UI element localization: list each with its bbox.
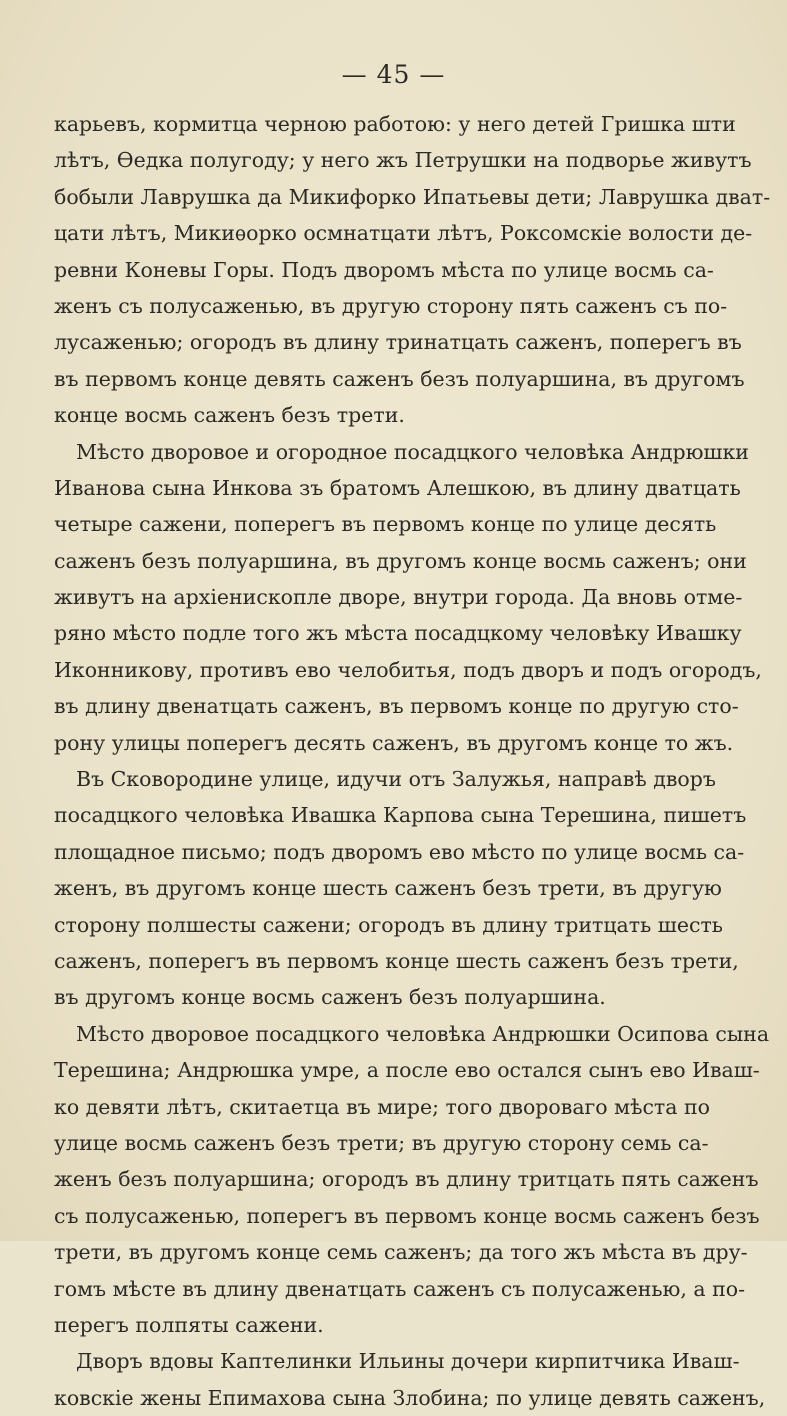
text-line: ковскіе жены Епимахова сына Злобина; по улице девять саженъ, — [54, 1385, 766, 1410]
text-line: саженъ безъ полуаршина, въ другомъ конце восмь саженъ; они — [54, 548, 747, 573]
text-line: лѣтъ, Ѳедка полугоду; у него жъ Петрушки на подворье живутъ — [54, 148, 752, 173]
text-line: гомъ мѣсте въ длину двенатцать саженъ съ полусаженью, а по- — [54, 1276, 746, 1301]
text-line: цати лѣтъ, Микиѳорко осмнатцати лѣтъ, Роксомскіе волости де- — [54, 221, 753, 246]
text-line: площадное письмо; подъ дворомъ ево мѣсто по улице восмь са- — [54, 839, 745, 864]
text-line: посадцкого человѣка Ивашка Карпова сына Терешина, пишетъ — [54, 803, 747, 828]
text-line: женъ безъ полуаршина; огородъ въ длину тритцать пять саженъ — [54, 1167, 759, 1192]
text-line: въ первомъ конце девять саженъ безъ полуаршина, въ другомъ — [54, 366, 745, 391]
text-line: четыре сажени, поперегъ въ первомъ конце по улице десять — [54, 512, 717, 537]
text-line: ко девяти лѣтъ, скитаетца въ мире; того двороваго мѣста по — [54, 1094, 711, 1119]
text-line: конце восмь саженъ безъ трети. — [54, 403, 405, 428]
text-line: ревни Коневы Горы. Подъ дворомъ мѣста по улице восмь са- — [54, 257, 714, 282]
text-line: Въ Сковородине улице, идучи отъ Залужья, направѣ дворъ — [76, 767, 716, 792]
text-line: улице восмь саженъ безъ трети; въ другую сторону семь са- — [54, 1130, 709, 1155]
text-line: трети, въ другомъ конце семь саженъ; да того жъ мѣста въ дру- — [54, 1240, 748, 1265]
text-line: лусаженью; огородъ въ длину тринатцать саженъ, поперегъ въ — [54, 330, 742, 355]
text-line: женъ, въ другомъ конце шесть саженъ безъ трети, въ другую — [54, 876, 722, 901]
text-line: карьевъ, кормитца черною работою: у него детей Гришка шти — [54, 112, 736, 136]
text-line: бобыли Лаврушка да Микифорко Ипатьевы дети; Лаврушка дват- — [54, 184, 771, 209]
text-line: перегъ полпяты сажени. — [54, 1312, 324, 1337]
text-line: въ длину двенатцать саженъ, въ первомъ конце по другую сто- — [54, 694, 739, 719]
text-line: саженъ, поперегъ въ первомъ конце шесть саженъ безъ трети, — [54, 948, 739, 973]
body-text — [54, 106, 771, 1416]
text-line: Мѣсто дворовое посадцкого человѣка Андрюшки Осипова сына — [76, 1021, 770, 1046]
page-number: — 45 — — [341, 60, 446, 89]
text-line: рону улицы поперегъ десять саженъ, въ другомъ конце то жъ. — [54, 730, 734, 755]
text-line: Терешина; Андрюшка умре, а после ево остался сынъ ево Иваш- — [54, 1058, 760, 1083]
text-line: съ полусаженью, поперегъ въ первомъ конце восмь саженъ безъ — [54, 1203, 760, 1228]
text-line: сторону полшесты сажени; огородъ въ длину тритцать шесть — [54, 912, 723, 937]
text-line: живутъ на архіенископле дворе, внутри города. Да вновь отме- — [54, 585, 743, 610]
text-line: Дворъ вдовы Каптелинки Ильины дочери кирпитчика Иваш- — [76, 1349, 740, 1374]
text-line: Иванова сына Инкова зъ братомъ Алешкою, въ длину дватцать — [54, 475, 741, 500]
text-line: ряно мѣсто подле того жъ мѣста посадцкому человѣку Ивашку — [54, 621, 742, 646]
text-line: Иконникову, противъ ево челобитья, подъ дворъ и подъ огородъ, — [54, 657, 762, 682]
text-line: въ другомъ конце восмь саженъ безъ полуаршина. — [54, 985, 606, 1010]
text-line: Мѣсто дворовое и огородное посадцкого человѣка Андрюшки — [76, 439, 749, 464]
text-line: женъ съ полусаженью, въ другую сторону пять саженъ съ по- — [54, 293, 728, 318]
